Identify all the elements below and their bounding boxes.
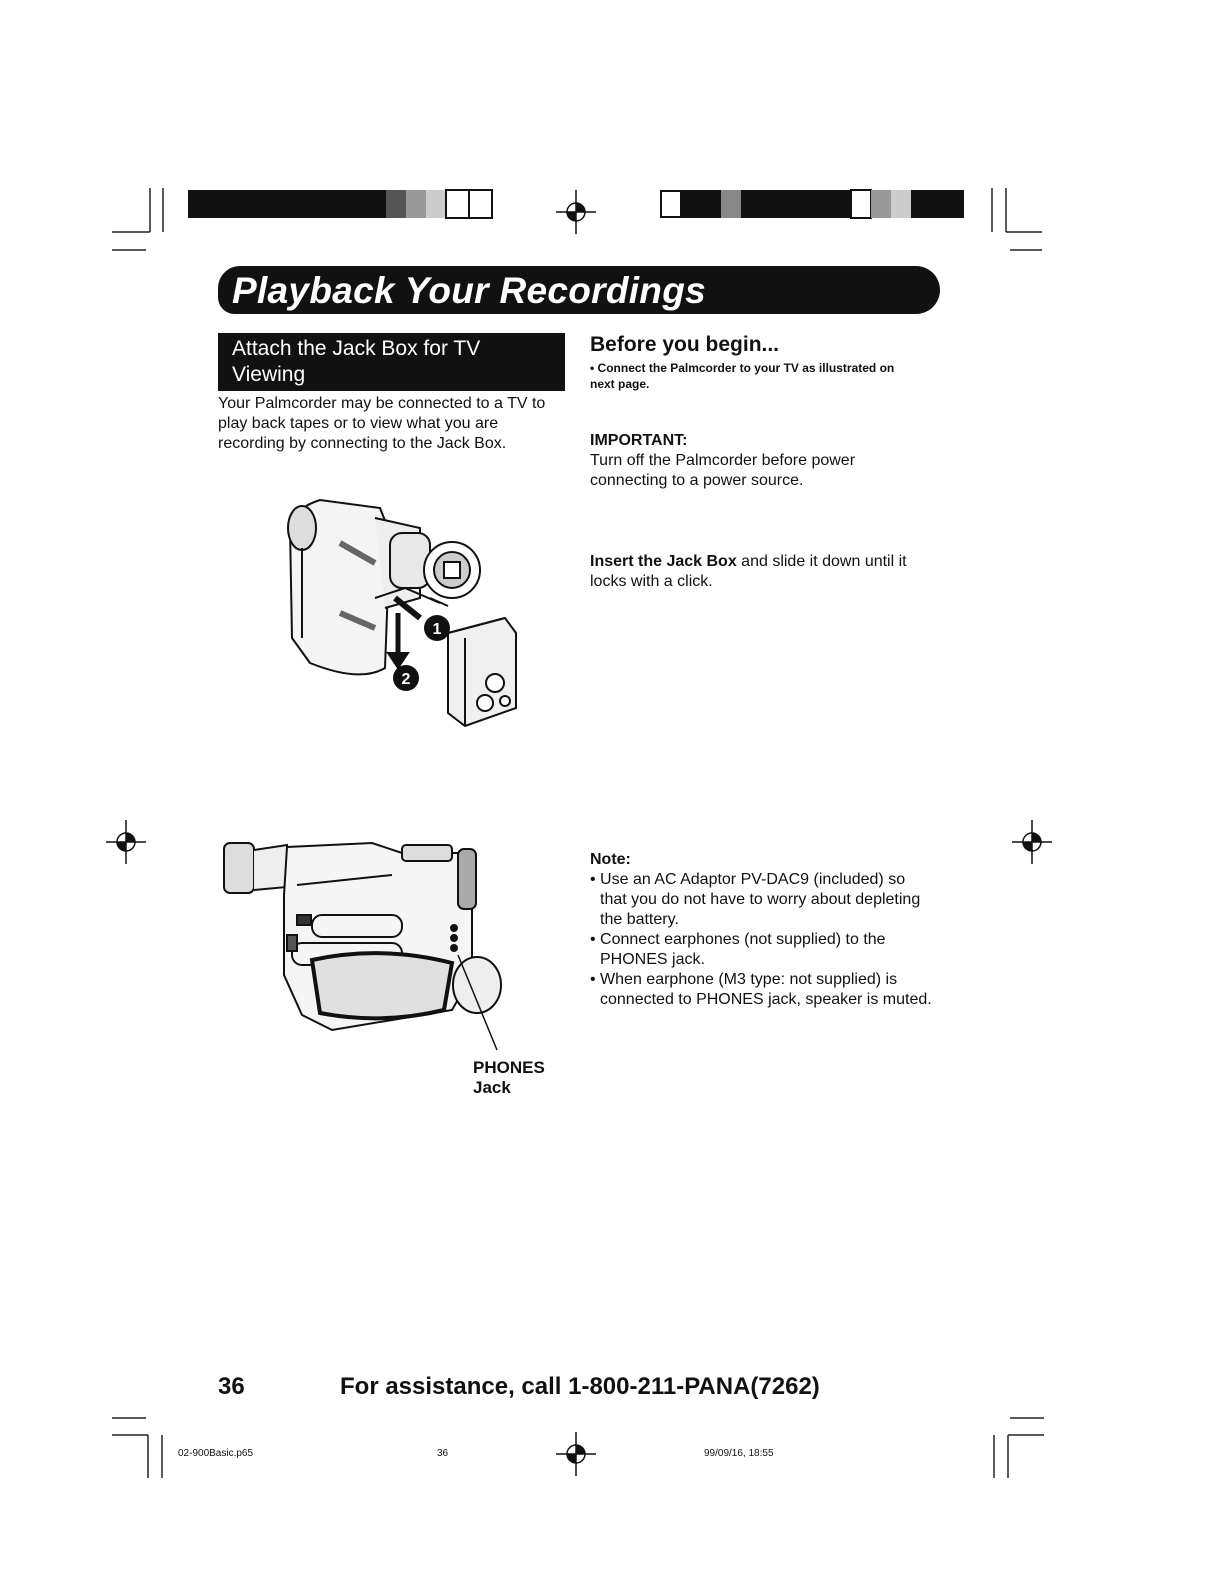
- registration-target-icon: [1012, 818, 1052, 866]
- calibration-bar-left: [188, 190, 494, 220]
- callout-2: 2: [401, 671, 411, 688]
- slug-timestamp: 99/09/16, 18:55: [704, 1448, 774, 1459]
- note-item: • Connect earphones (not supplied) to the PHONES jack.: [590, 931, 886, 968]
- important-heading: IMPORTANT:: [590, 432, 688, 449]
- section-heading: Attach the Jack Box for TV Viewing: [232, 337, 481, 386]
- page-title: Playback Your Recordings: [232, 270, 706, 311]
- note-heading: Note:: [590, 851, 631, 868]
- phones-jack-label-line1: PHONES: [473, 1058, 545, 1077]
- slug-page: 36: [437, 1448, 449, 1459]
- note-item: • When earphone (M3 type: not supplied) is connected to PHONES jack, speaker is muted.: [590, 971, 932, 1008]
- registration-target-icon: [106, 818, 146, 866]
- assistance-line: For assistance, call 1-800-211-PANA(7262): [340, 1373, 820, 1400]
- camcorder-phones-illustration: [222, 835, 512, 1055]
- calibration-bar-right: [660, 190, 966, 220]
- note-item: • Use an AC Adaptor PV-DAC9 (included) so that you do not have to worry about depleting the battery.: [590, 871, 921, 928]
- phones-jack-label-line2: Jack: [473, 1078, 511, 1097]
- section-intro: Your Palmcorder may be connected to a TV to play back tapes or to view what you are recording by connecting to the Jack Box.: [218, 395, 546, 452]
- slug-filename: 02-900Basic.p65: [178, 1448, 254, 1459]
- registration-target-icon: [556, 1430, 596, 1478]
- before-you-begin-bullet: • Connect the Palmcorder to your TV as illustrated on next page.: [590, 361, 895, 391]
- insert-step-rest: and slide it down until it locks with a click.: [590, 553, 907, 590]
- important-text: Turn off the Palmcorder before power connecting to a power source.: [590, 452, 856, 489]
- insert-step-bold: Insert the Jack Box: [590, 553, 737, 570]
- callout-1: 1: [432, 621, 442, 638]
- page-number: 36: [218, 1373, 245, 1400]
- note-list: [590, 870, 935, 1010]
- before-you-begin-heading: Before you begin...: [590, 333, 780, 356]
- registration-target-icon: [556, 188, 596, 236]
- insert-step-text: [590, 552, 940, 592]
- camcorder-jackbox-illustration: [280, 488, 520, 728]
